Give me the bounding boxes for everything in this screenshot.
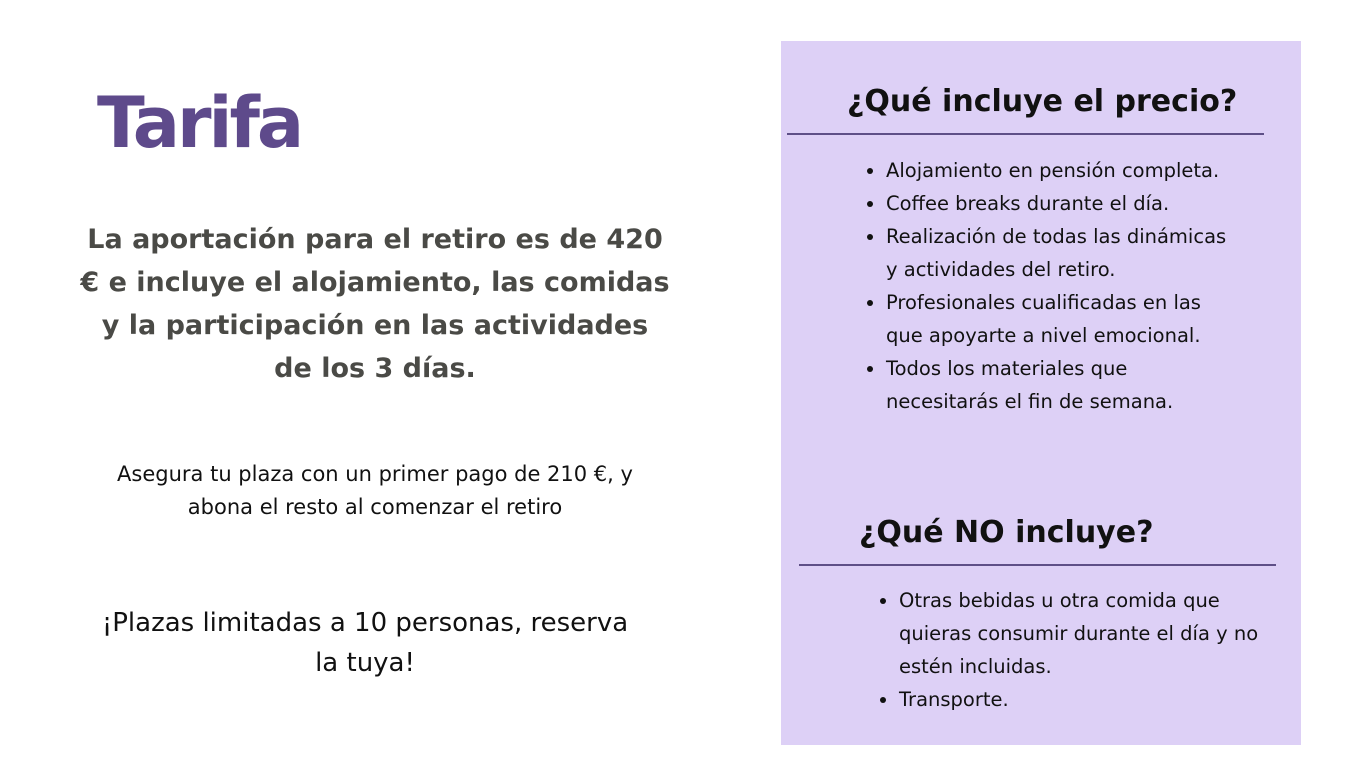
list-item: • Todos los materiales que necesitarás el fin de semana. xyxy=(886,352,1231,418)
list-item: • Realización de todas las dinámicas y actividades del retiro. xyxy=(886,220,1231,286)
excluded-heading: ¿Qué NO incluye? xyxy=(859,515,1154,550)
excluded-list xyxy=(876,584,1271,716)
limited-places-note: ¡Plazas limitadas a 10 personas, reserva la tuya! xyxy=(101,608,629,678)
list-item: • Coffee breaks durante el día. xyxy=(886,187,1231,220)
included-heading: ¿Qué incluye el precio? xyxy=(847,84,1238,119)
list-item: • Otras bebidas u otra comida que quieras consumir durante el día y no estén incluidas. xyxy=(899,584,1271,683)
list-item: • Transporte. xyxy=(899,683,1271,716)
list-item: • Alojamiento en pensión completa. xyxy=(886,154,1231,187)
deposit-note: Asegura tu plaza con un primer pago de 210 €, y abona el resto al comenzar el retiro xyxy=(117,462,633,519)
excluded-divider xyxy=(799,564,1276,566)
inclusions-panel xyxy=(781,41,1301,745)
included-divider xyxy=(787,133,1264,135)
included-list xyxy=(863,154,1231,418)
page-title: Tarifa xyxy=(97,82,302,164)
list-item: • Profesionales cualificadas en las que apoyarte a nivel emocional. xyxy=(886,286,1231,352)
price-summary: La aportación para el retiro es de 420 € e incluye el alojamiento, las comidas y la participación en las actividades de los 3 días. xyxy=(80,224,670,384)
